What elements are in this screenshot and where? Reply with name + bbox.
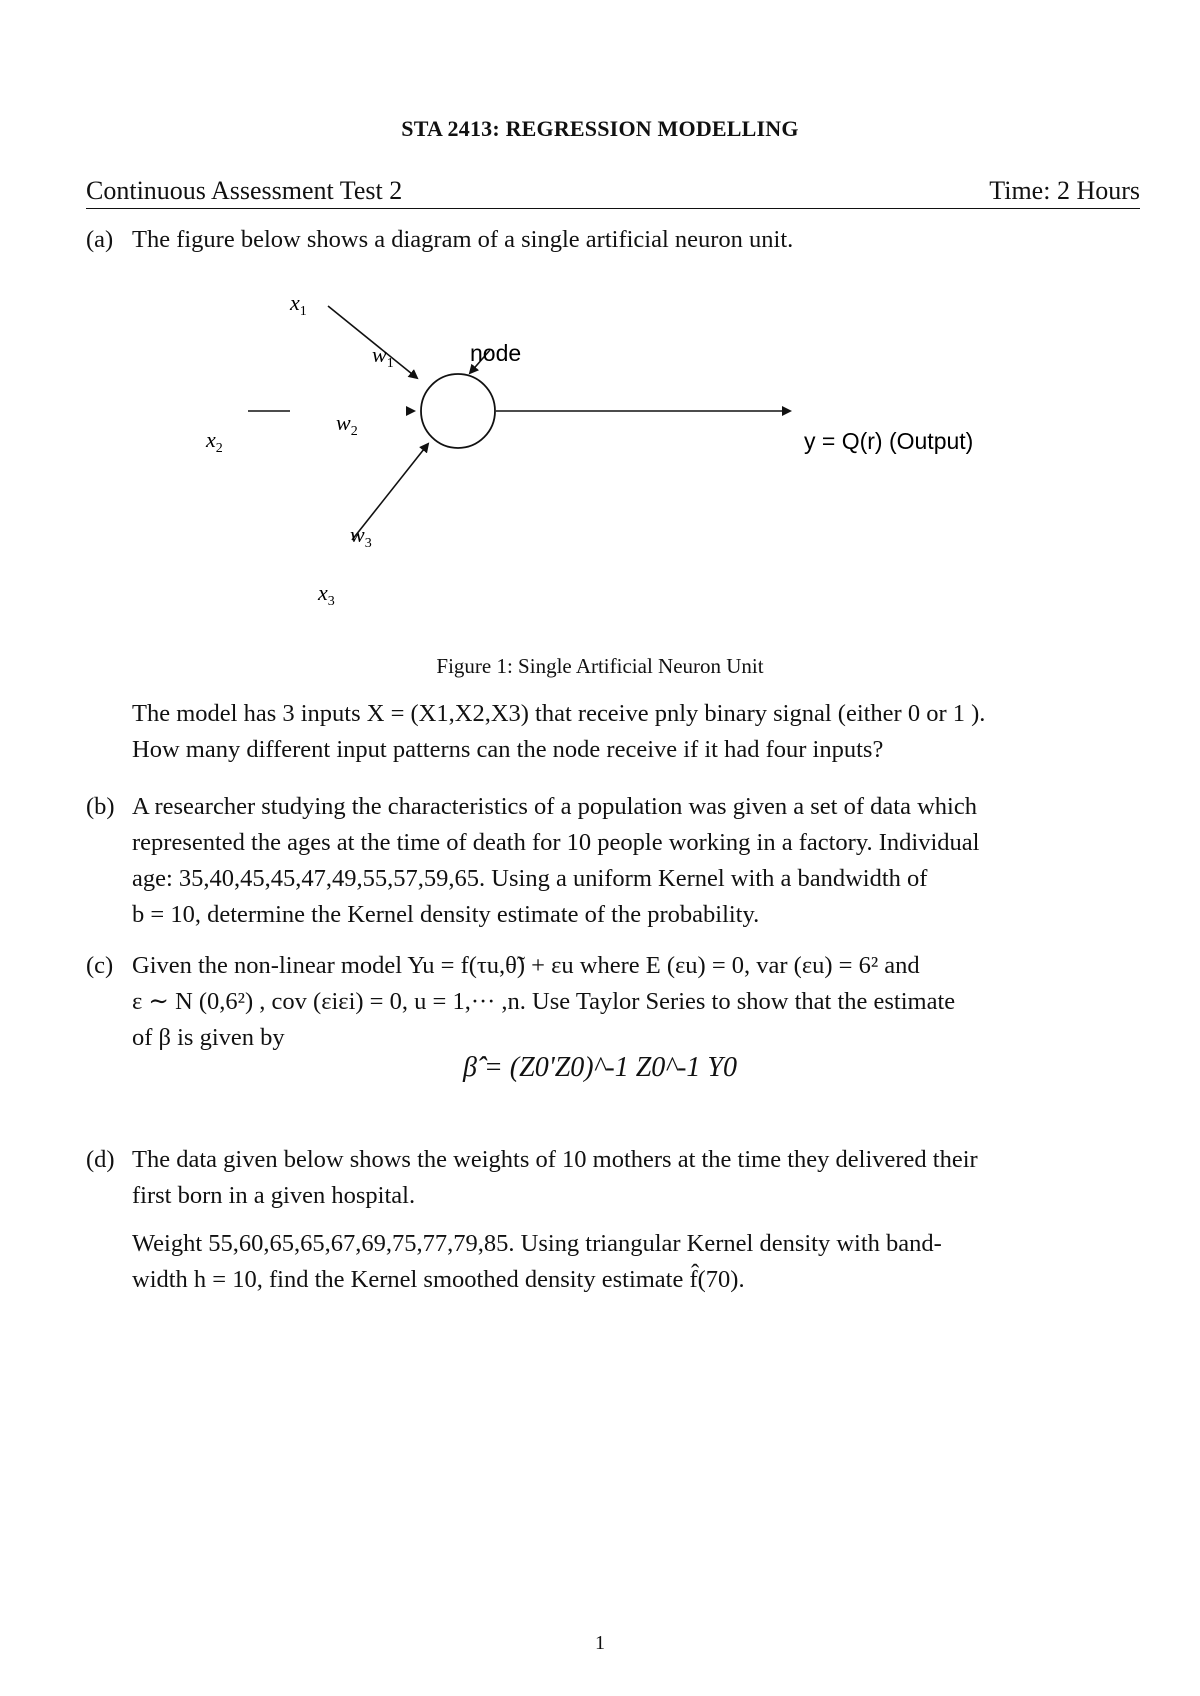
time-allowed: Time: 2 Hours — [989, 176, 1140, 205]
text-line: width h = 10, find the Kernel smoothed density estimate f̂(70). — [132, 1266, 745, 1293]
node-label: node — [470, 340, 522, 366]
x2-label: $x_2$ — [206, 427, 223, 456]
question-a-text — [132, 696, 1142, 768]
beta-estimate-formula: β̂̂ = (Z0'Z0)^-1 Z0^-1 Y0 — [462, 1052, 738, 1083]
text-line: The model has 3 inputs X = (X1,X2,X3) that receive pnly binary signal (either 0 or 1 ). — [132, 700, 986, 727]
text-line: Weight 55,60,65,65,67,69,75,77,79,85. Using triangular Kernel density with band- — [132, 1230, 942, 1257]
x3-label: $x_3$ — [318, 580, 335, 609]
neuron-figure — [0, 280, 1200, 630]
question-b — [86, 789, 1146, 933]
question-label: (c) — [86, 952, 114, 979]
test-header — [86, 176, 1140, 209]
question-label: (d) — [86, 1146, 115, 1173]
text-line: The data given below shows the weights of 10 mothers at the time they delivered their — [132, 1146, 978, 1173]
input-2-arrowhead — [406, 406, 416, 416]
text-line: ε ∼ N (0,6²) , cov (εiεi) = 0, u = 1,··· ,n. Use Taylor Series to show that the estimate — [132, 988, 956, 1015]
document-title: STA 2413: REGRESSION MODELLING — [401, 116, 799, 141]
text-line: age: 35,40,45,45,47,49,55,57,59,65. Using a uniform Kernel with a bandwidth of — [132, 865, 928, 892]
question-d — [86, 1142, 1146, 1298]
question-a — [86, 222, 1146, 258]
text-line: A researcher studying the characteristics of a population was given a set of data which — [132, 793, 977, 820]
figure-caption: Figure 1: Single Artificial Neuron Unit — [436, 654, 764, 678]
text-line: b = 10, determine the Kernel density estimate of the probability. — [132, 901, 760, 928]
node-circle — [421, 374, 495, 448]
w1-label: $w_1$ — [372, 342, 394, 371]
output-label: y = Q(r) (Output) — [804, 428, 974, 454]
question-label: (a) — [86, 226, 114, 253]
question-label: (b) — [86, 793, 115, 820]
neuron-diagram — [0, 280, 1200, 630]
x1-label: $x_1$ — [290, 290, 307, 319]
text-line: of β is given by — [132, 1024, 285, 1051]
question-c — [86, 948, 1146, 1056]
page-number: 1 — [595, 1632, 605, 1654]
text-line: How many different input patterns can the node receive if it had four inputs? — [132, 736, 884, 763]
text-line: Given the non-linear model Yu = f(τu,θ̃) + εu where E (εu) = 0, var (εu) = 6² and — [132, 952, 920, 979]
question-intro: The figure below shows a diagram of a single artificial neuron unit. — [132, 226, 794, 253]
text-line: first born in a given hospital. — [132, 1182, 416, 1209]
test-name: Continuous Assessment Test 2 — [86, 176, 403, 205]
text-line: represented the ages at the time of death for 10 people working in a factory. Individual — [132, 829, 980, 856]
w2-label: $w_2$ — [336, 410, 358, 439]
w3-label: $w_3$ — [350, 522, 372, 551]
